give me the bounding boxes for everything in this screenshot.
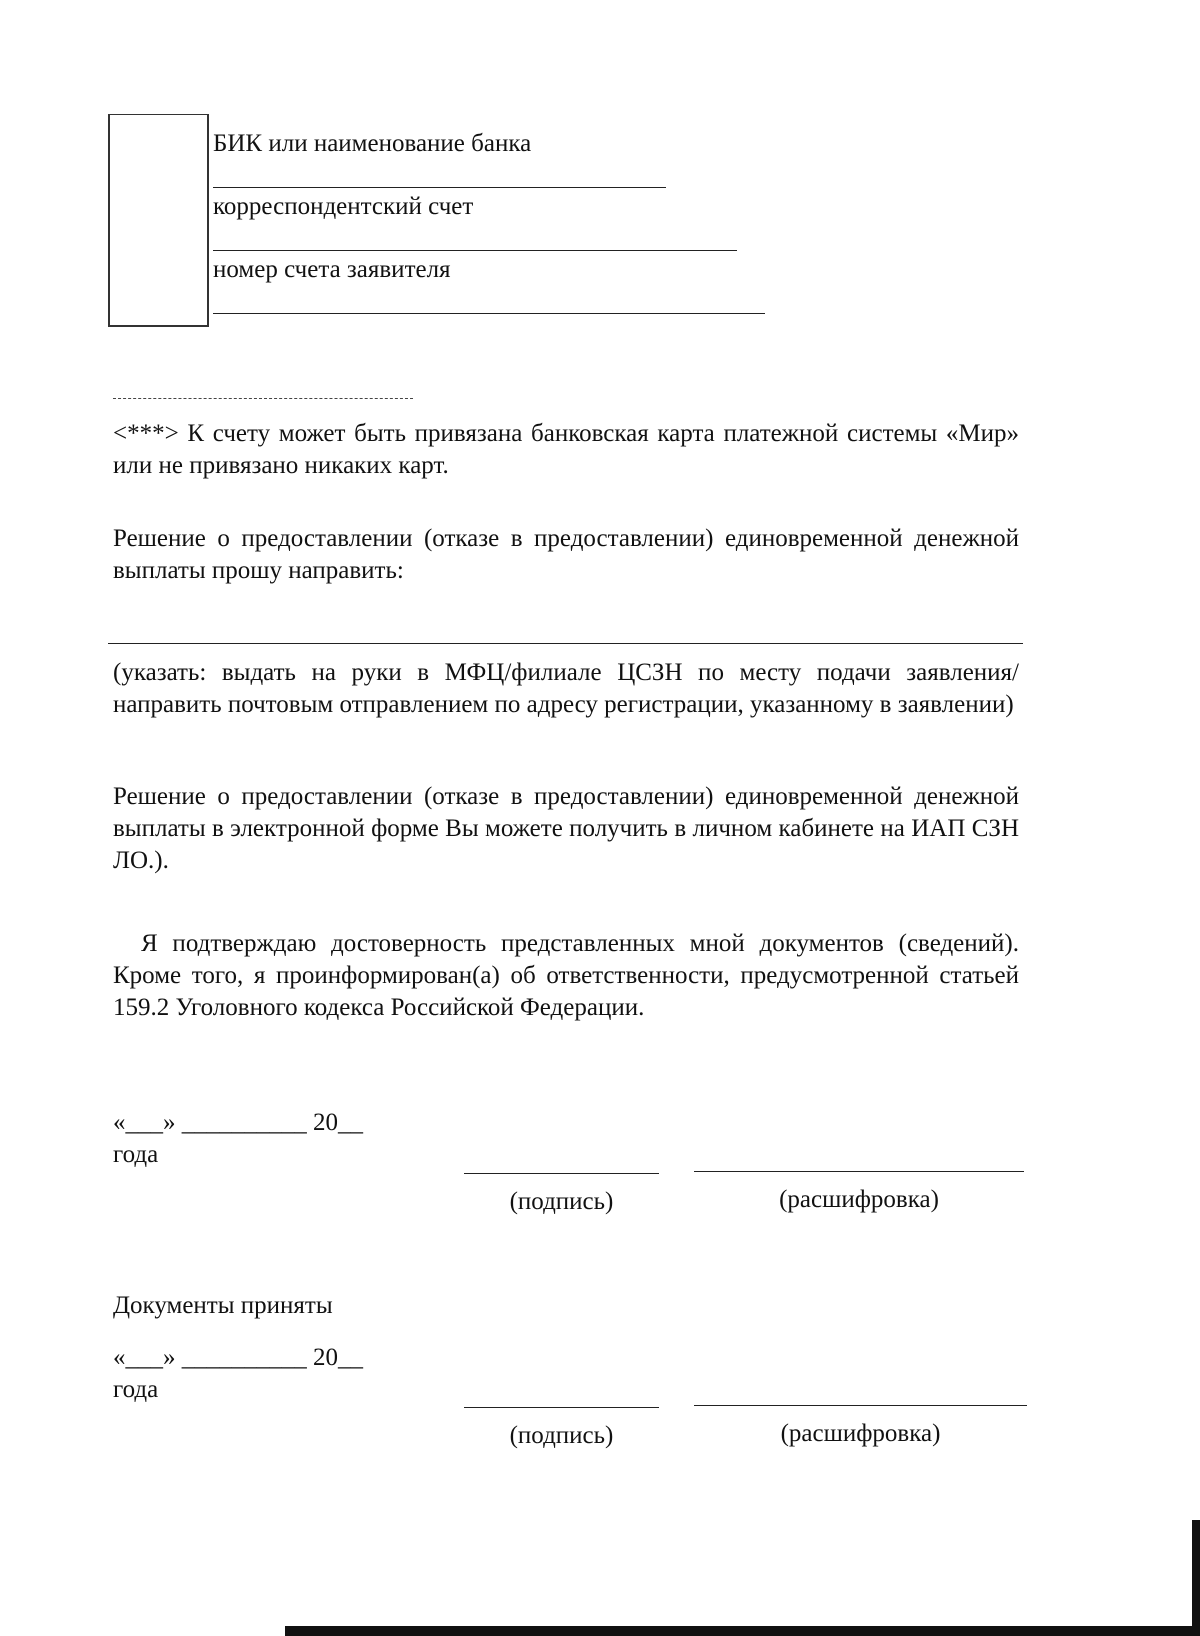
confirmation-text: Я подтверждаю достоверность представленных мной документов (сведений). Кроме того, я проинформирован(а) об ответственности, предусмотренной статьей 159.2 Уголовного кодекса Российской Федерации.: [113, 930, 1019, 1021]
acceptance-title: Документы приняты: [113, 1292, 333, 1319]
applicant-transcript-caption: (расшифровка): [779, 1186, 939, 1213]
applicant-signature-caption: (подпись): [509, 1188, 614, 1215]
bik-input-line[interactable]: [213, 187, 666, 188]
decision-delivery-prompt: Решение о предоставлении (отказе в предоставлении) единовременной денежной выплаты прошу направить:: [113, 525, 1019, 584]
footnote-text: <***> К счету может быть привязана банковская карта платежной системы «Мир» или не привязано никаких карт.: [113, 420, 1019, 479]
applicant-date-field[interactable]: «___» __________ 20__: [113, 1109, 363, 1136]
applicant-transcript-line[interactable]: [694, 1171, 1024, 1172]
bank-details-box: [108, 114, 209, 327]
scan-edge-bottom: [285, 1626, 1200, 1636]
scan-edge-right: [1192, 1520, 1200, 1636]
acceptance-signature-line[interactable]: [464, 1407, 659, 1408]
delivery-method-input-line[interactable]: [108, 643, 1023, 644]
acceptance-signature-caption: (подпись): [509, 1422, 614, 1449]
applicant-signature-line[interactable]: [464, 1173, 659, 1174]
corr-account-input-line[interactable]: [213, 250, 737, 251]
corr-account-label: корреспондентский счет: [213, 193, 474, 220]
applicant-year-word: года: [113, 1141, 159, 1168]
footnote-separator: [113, 398, 413, 399]
delivery-instruction: (указать: выдать на руки в МФЦ/филиале ЦСЗН по месту подачи заявления/направить почтовым отправлением по адресу регистрации, указанному в заявлении): [113, 659, 1019, 718]
acceptance-date-field[interactable]: «___» __________ 20__: [113, 1344, 363, 1371]
acceptance-transcript-caption: (расшифровка): [780, 1420, 941, 1447]
applicant-account-input-line[interactable]: [213, 313, 765, 314]
acceptance-year-word: года: [113, 1376, 159, 1403]
applicant-account-label: номер счета заявителя: [213, 256, 451, 283]
acceptance-transcript-line[interactable]: [694, 1405, 1027, 1406]
electronic-decision-note: Решение о предоставлении (отказе в предоставлении) единовременной денежной выплаты в электронной форме Вы можете получить в личном кабинете на ИАП СЗН ЛО.).: [113, 783, 1019, 874]
bik-label: БИК или наименование банка: [213, 130, 532, 157]
